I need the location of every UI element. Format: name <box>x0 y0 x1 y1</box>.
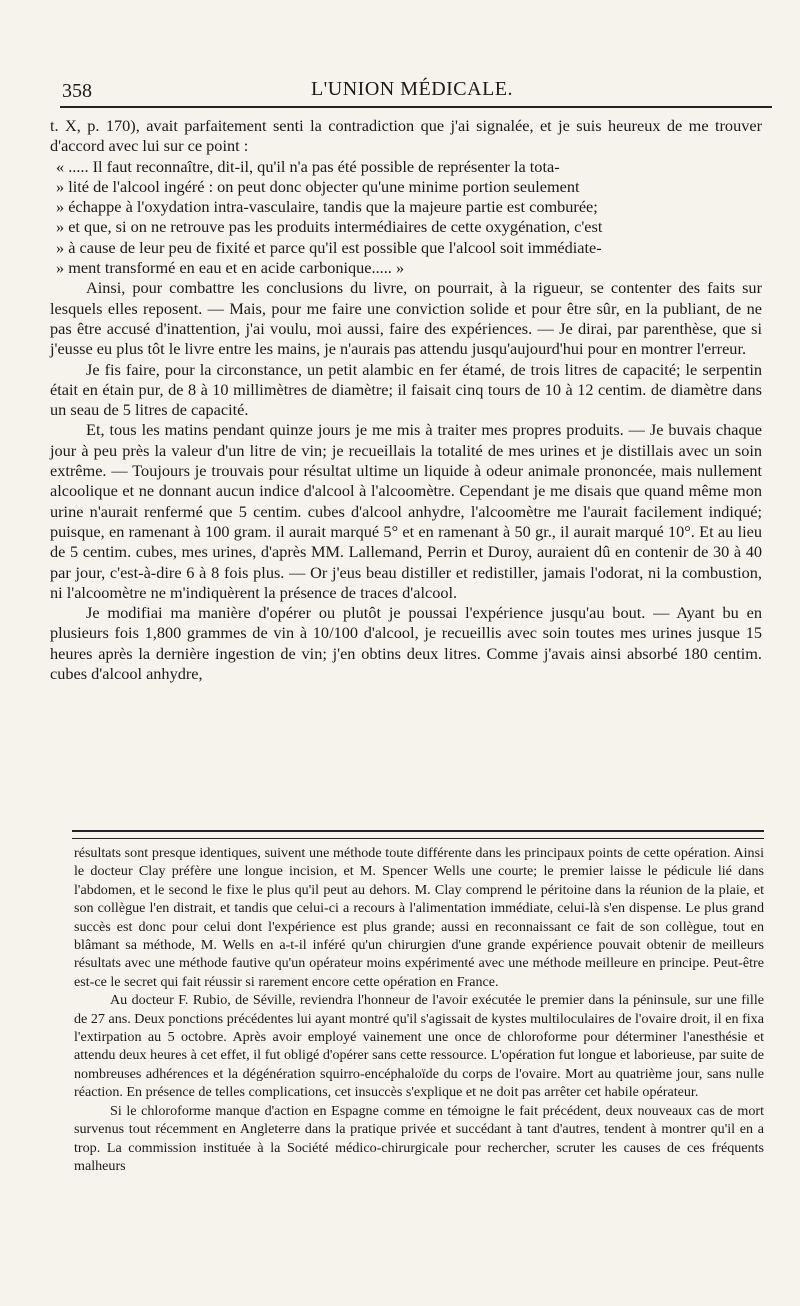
footnote-text <box>74 844 764 1175</box>
page-header <box>62 74 762 104</box>
quote-line: » ment transformé en eau et en acide carbonique..... » <box>56 258 405 278</box>
paragraph: Je fis faire, pour la circonstance, un petit alambic en fer étamé, de trois litres de capacité; le serpentin était en étain pur, de 8 à 10 millimètres de diamètre; il faisait cinq tours de 10 à 12 centim. de diamètre dans un seau de 5 litres de capacité. <box>50 359 762 420</box>
page-number: 358 <box>62 80 92 102</box>
quote-line: « ..... Il faut reconnaître, dit-il, qu'il n'a pas été possible de représenter la tota- <box>56 156 560 176</box>
quotation <box>50 157 762 279</box>
quote-line: » lité de l'alcool ingéré : on peut donc objecter qu'une minime portion seulement <box>56 176 580 196</box>
paragraph: Et, tous les matins pendant quinze jours je me mis à traiter mes propres produits. — Je buvais chaque jour à peu près la valeur d'un litre de vin; je recueillais la totalité de mes urines et je distillais avec un soin extrême. — Toujours je trouvais pour résultat ultime un liquide à odeur animale prononcée, mais nullement alcoolique et ne donnant aucun indice d'alcool à l'alcoomètre. Cependant je me disais que quand même mon urine n'aurait renfermé que 5 centim. cubes d'alcool anhydre, l'alcoomètre me l'aurait facilement indiqué; puisque, en ramenant à 100 gram. il aurait marqué 5° et en ramenant à 50 gr., il aurait marqué 10°. Et au lieu de 5 centim. cubes, mes urines, d'après MM. Lallemand, Perrin et Duroy, auraient dû en contenir de 30 à 40 par jour, c'est-à-dire 6 à 8 fois plus. — Or j'eus beau distiller et redistiller, jamais l'odorat, ni la combustion, ni l'alcoomètre ne m'indiquèrent la présence de traces d'alcool. <box>50 420 762 602</box>
footnote-separator <box>72 830 764 839</box>
quote-line: » échappe à l'oxydation intra-vasculaire, tandis que la majeure partie est comburée; <box>56 197 598 217</box>
paragraph: Au docteur F. Rubio, de Séville, reviendra l'honneur de l'avoir exécutée le premier dans la péninsule, sur une fille de 27 ans. Deux ponctions précédentes lui ayant montré qu'il s'agissait de kystes multiloculaires de l'ovaire droit, il en fixa l'extirpation au 5 octobre. Après avoir employé vainement une once de chloroforme pour déterminer l'anesthésie et attendu deux heures à cet effet, il fut obligé d'opérer sans cette ressource. L'opération fut longue et laborieuse, par suite de nombreuses adhérences et la dégénération squirro-encéphaloïde du corps de l'ovaire. Mort au quatrième jour, sans nulle réaction. En présence de telles complications, cet insuccès s'explique et ne doit pas arrêter cet habile opérateur. <box>74 992 764 1101</box>
quote-line: » à cause de leur peu de fixité et parce qu'il est possible que l'alcool soit immédiate- <box>56 237 602 257</box>
paragraph: Si le chloroforme manque d'action en Espagne comme en témoigne le fait précédent, deux nouveaux cas de mort survenus tout récemment en Angleterre dans la pratique privée et succédant à tant d'autres, tendent à montrer qu'il en a trop. La commission instituée à la Société médico-chirurgicale pour rechercher, scruter les causes de ces fréquents malheurs <box>74 1102 764 1174</box>
paragraph: Je modifiai ma manière d'opérer ou plutôt je poussai l'expérience jusqu'au bout. — Ayant bu en plusieurs fois 1,800 grammes de vin à 10/100 d'alcool, je recueillis avec soin toutes mes urines jusque 15 heures après la dernière ingestion de vin; j'en obtins deux litres. Comme j'avais ainsi absorbé 180 centim. cubes d'alcool anhydre, <box>50 603 762 684</box>
running-title: L'UNION MÉDICALE. <box>310 78 514 100</box>
main-text <box>50 116 762 684</box>
paragraph: résultats sont presque identiques, suivent une méthode toute différente dans les principaux points de cette opération. Ainsi le docteur Clay préfère une longue incision, et M. Spencer Wells une courte; le premier laisse le pédicule lié dans l'abdomen, et le second le fixe le plus qu'il peut au dehors. M. Clay comprend le péritoine dans la réunion de la plaie, et son collègue l'en distrait, et tandis que celui-ci a recours à l'alimentation immédiate, celui-là s'en dispense. Le plus grand succès est donc pour celui dont l'expérience est plus grande; aussi en reconnaissant ce fait de son collègue, tout en blâmant sa méthode, M. Wells en a-t-il inféré qu'un chirurgien d'une grande expérience pouvait obtenir de meilleurs résultats avec une méthode fautive qu'un opérateur moins expérimenté avec une méthode meilleure en principe. Peut-être est-ce le secret qui fait réussir si rarement encore cette opération en France. <box>74 845 764 990</box>
header-rule <box>60 106 772 108</box>
paragraph: Ainsi, pour combattre les conclusions du livre, on pourrait, à la rigueur, se contenter des faits sur lesquels elles reposent. — Mais, pour me faire une conviction solide et pour être sûr, en la publiant, de ne pas être accusé d'inattention, j'ai voulu, moi aussi, faire des expériences. — Je dirai, par parenthèse, que si j'eusse eu plus tôt le livre entre les mains, je n'aurais pas attendu jusqu'aujourd'hui pour en montrer l'erreur. <box>50 278 762 359</box>
paragraph: t. X, p. 170), avait parfaitement senti la contradiction que j'ai signalée, et je suis heureux de me trouver d'accord avec lui sur ce point : <box>50 116 762 156</box>
quote-line: » et que, si on ne retrouve pas les produits intermédiaires de cette oxygénation, c'est <box>56 217 603 237</box>
